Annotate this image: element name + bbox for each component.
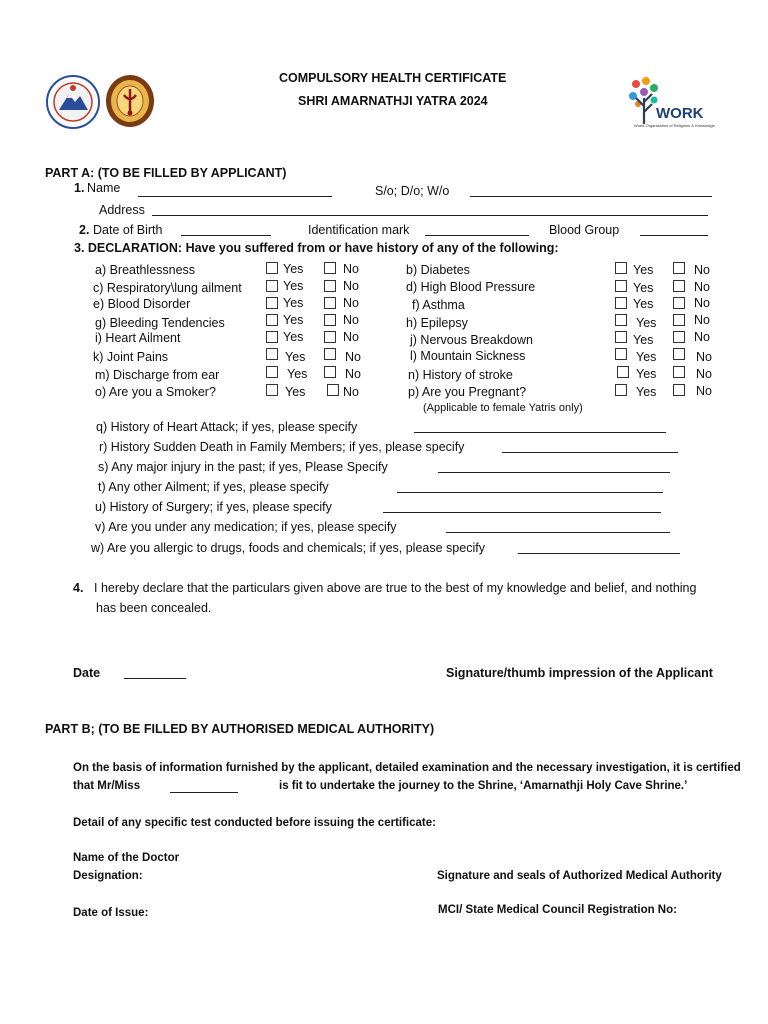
- history-other-ailment: t) Any other Ailment; if yes, please specify: [98, 480, 329, 494]
- checkbox-blood-disorder-yes[interactable]: [266, 297, 278, 309]
- checkbox-bleeding-yes[interactable]: [266, 314, 278, 326]
- major-injury-field[interactable]: [438, 472, 670, 473]
- item-2-number: 2.: [79, 223, 90, 237]
- checkbox-nervous-yes[interactable]: [615, 331, 627, 343]
- doctor-name-label: Name of the Doctor: [73, 852, 180, 864]
- history-allergy: w) Are you allergic to drugs, foods and chemicals; if yes, please specify: [91, 541, 485, 555]
- label-yes: Yes: [283, 296, 304, 310]
- label-no: No: [343, 330, 359, 344]
- label-no: No: [694, 330, 710, 344]
- label-no: No: [694, 280, 710, 294]
- work-logo-text: WORK: [656, 105, 704, 122]
- checkbox-heart-ailment-no[interactable]: [324, 331, 336, 343]
- certification-line1: On the basis of information furnished by the applicant, detailed examination and the necessary investigation, it is certified: [73, 762, 741, 774]
- item-history-of-stroke: n) History of stroke: [408, 368, 513, 382]
- label-no: No: [345, 367, 361, 381]
- item-nervous-breakdown: j) Nervous Breakdown: [410, 333, 533, 347]
- medical-signature-label: Signature and seals of Authorized Medical Authority: [437, 870, 722, 882]
- relation-field[interactable]: [470, 196, 712, 197]
- label-yes: Yes: [633, 297, 654, 311]
- pregnant-note: (Applicable to female Yatris only): [423, 402, 583, 414]
- label-yes: Yes: [633, 281, 654, 295]
- item-pregnant: p) Are you Pregnant?: [408, 385, 527, 399]
- checkbox-nervous-no[interactable]: [673, 331, 685, 343]
- checkbox-diabetes-no[interactable]: [673, 262, 685, 274]
- checkbox-mountain-no[interactable]: [673, 348, 685, 360]
- label-no: No: [343, 385, 359, 399]
- checkbox-epilepsy-no[interactable]: [673, 314, 685, 326]
- checkbox-joint-pains-yes[interactable]: [266, 348, 278, 360]
- checkbox-breathlessness-no[interactable]: [324, 262, 336, 274]
- label-yes: Yes: [285, 385, 306, 399]
- amarnath-board-seal-logo: [104, 73, 156, 129]
- item-discharge-from-ear: m) Discharge from ear: [95, 368, 220, 382]
- sudden-death-field[interactable]: [502, 452, 678, 453]
- heart-attack-field[interactable]: [414, 432, 666, 433]
- checkbox-pregnant-no[interactable]: [673, 384, 685, 396]
- checkbox-stroke-yes[interactable]: [617, 366, 629, 378]
- checkbox-bp-yes[interactable]: [615, 280, 627, 292]
- address-field[interactable]: [152, 215, 708, 216]
- checkbox-heart-ailment-yes[interactable]: [266, 331, 278, 343]
- checkbox-stroke-no[interactable]: [673, 366, 685, 378]
- address-label: Address: [99, 203, 145, 217]
- applicant-date-field[interactable]: [124, 678, 186, 679]
- part-a-heading: PART A: (TO BE FILLED BY APPLICANT): [45, 166, 287, 180]
- checkbox-discharge-yes[interactable]: [266, 366, 278, 378]
- label-no: No: [694, 313, 710, 327]
- item-blood-disorder: e) Blood Disorder: [93, 297, 191, 311]
- label-no: No: [343, 296, 359, 310]
- label-no: No: [694, 263, 710, 277]
- applicant-date-label: Date: [73, 666, 101, 680]
- certificate-title: COMPULSORY HEALTH CERTIFICATE: [279, 71, 507, 85]
- checkbox-joint-pains-no[interactable]: [324, 348, 336, 360]
- history-medication: v) Are you under any medication; if yes, please specify: [95, 520, 397, 534]
- shrine-board-logo: [45, 74, 101, 130]
- checkbox-smoker-yes[interactable]: [266, 384, 278, 396]
- item-diabetes: b) Diabetes: [406, 263, 470, 277]
- item-4-number: 4.: [73, 581, 84, 595]
- medication-field[interactable]: [446, 532, 670, 533]
- name-label: Name: [87, 181, 121, 195]
- label-yes: Yes: [636, 350, 657, 364]
- applicant-signature-label: Signature/thumb impression of the Applicant: [446, 666, 713, 680]
- item-asthma: f) Asthma: [412, 298, 465, 312]
- history-sudden-death: r) History Sudden Death in Family Members; if yes, please specify: [99, 440, 465, 454]
- checkbox-asthma-yes[interactable]: [615, 297, 627, 309]
- item-bleeding-tendencies: g) Bleeding Tendencies: [95, 316, 225, 330]
- label-yes: Yes: [633, 263, 654, 277]
- history-major-injury: s) Any major injury in the past; if yes, Please Specify: [98, 460, 388, 474]
- item-high-blood-pressure: d) High Blood Pressure: [406, 280, 536, 294]
- label-no: No: [696, 367, 712, 381]
- checkbox-pregnant-yes[interactable]: [615, 384, 627, 396]
- part-b-heading: PART B; (TO BE FILLED BY AUTHORISED MEDICAL AUTHORITY): [45, 722, 435, 736]
- checkbox-mountain-yes[interactable]: [615, 348, 627, 360]
- label-yes: Yes: [287, 367, 308, 381]
- history-surgery: u) History of Surgery; if yes, please specify: [95, 500, 332, 514]
- label-yes: Yes: [283, 279, 304, 293]
- registration-label: MCI/ State Medical Council Registration No:: [438, 904, 677, 916]
- identification-mark-field[interactable]: [425, 235, 529, 236]
- label-yes: Yes: [283, 330, 304, 344]
- item-breathlessness: a) Breathlessness: [95, 263, 196, 277]
- label-no: No: [345, 350, 361, 364]
- declaration-text-line2: has been concealed.: [96, 601, 212, 615]
- relation-label: S/o; D/o; W/o: [375, 184, 450, 198]
- label-yes: Yes: [283, 262, 304, 276]
- date-of-issue-label: Date of Issue:: [73, 907, 149, 919]
- item-respiratory: c) Respiratory\lung ailment: [93, 281, 242, 295]
- label-no: No: [343, 313, 359, 327]
- allergy-field[interactable]: [518, 553, 680, 554]
- blood-group-field[interactable]: [640, 235, 708, 236]
- checkbox-epilepsy-yes[interactable]: [615, 314, 627, 326]
- label-no: No: [696, 384, 712, 398]
- label-yes: Yes: [636, 316, 657, 330]
- designation-label: Designation:: [73, 870, 143, 882]
- declaration-heading: 3. DECLARATION: Have you suffered from or have history of any of the following:: [74, 241, 559, 255]
- surgery-field[interactable]: [383, 512, 661, 513]
- label-yes: Yes: [636, 367, 657, 381]
- label-no: No: [343, 262, 359, 276]
- label-yes: Yes: [283, 313, 304, 327]
- certificate-subtitle: SHRI AMARNATHJI YATRA 2024: [298, 94, 488, 108]
- dob-label: Date of Birth: [93, 223, 163, 237]
- checkbox-asthma-no[interactable]: [673, 297, 685, 309]
- certification-that: that Mr/Miss: [73, 780, 141, 792]
- checkbox-bleeding-no[interactable]: [324, 314, 336, 326]
- checkbox-breathlessness-yes[interactable]: [266, 262, 278, 274]
- checkbox-blood-disorder-no[interactable]: [324, 297, 336, 309]
- history-heart-attack: q) History of Heart Attack; if yes, please specify: [96, 420, 358, 434]
- item-1-number: 1.: [74, 181, 85, 195]
- label-yes: Yes: [285, 350, 306, 364]
- checkbox-respiratory-yes[interactable]: [266, 280, 278, 292]
- checkbox-diabetes-yes[interactable]: [615, 262, 627, 274]
- work-logo-tagline: World Organisation of Religions & Knowledge: [634, 123, 715, 128]
- label-yes: Yes: [633, 333, 654, 347]
- patient-name-field[interactable]: [170, 792, 238, 793]
- label-no: No: [696, 350, 712, 364]
- checkbox-discharge-no[interactable]: [324, 366, 336, 378]
- item-mountain-sickness: l) Mountain Sickness: [410, 349, 526, 363]
- label-no: No: [343, 279, 359, 293]
- checkbox-bp-no[interactable]: [673, 280, 685, 292]
- label-yes: Yes: [636, 385, 657, 399]
- checkbox-smoker-no[interactable]: [327, 384, 339, 396]
- name-field[interactable]: [138, 196, 332, 197]
- item-epilepsy: h) Epilepsy: [406, 316, 468, 330]
- item-heart-ailment: i) Heart Ailment: [95, 331, 181, 345]
- other-ailment-field[interactable]: [397, 492, 663, 493]
- label-no: No: [694, 296, 710, 310]
- dob-field[interactable]: [181, 235, 271, 236]
- declaration-text-line1: I hereby declare that the particulars given above are true to the best of my knowledge and belief, and nothing: [94, 581, 697, 595]
- item-smoker: o) Are you a Smoker?: [95, 385, 216, 399]
- checkbox-respiratory-no[interactable]: [324, 280, 336, 292]
- blood-group-label: Blood Group: [549, 223, 620, 237]
- specific-test-label: Detail of any specific test conducted before issuing the certificate:: [73, 817, 436, 829]
- item-joint-pains: k) Joint Pains: [93, 350, 169, 364]
- certification-fit: is fit to undertake the journey to the Shrine, ‘Amarnathji Holy Cave Shrine.’: [279, 780, 688, 792]
- identification-mark-label: Identification mark: [308, 223, 410, 237]
